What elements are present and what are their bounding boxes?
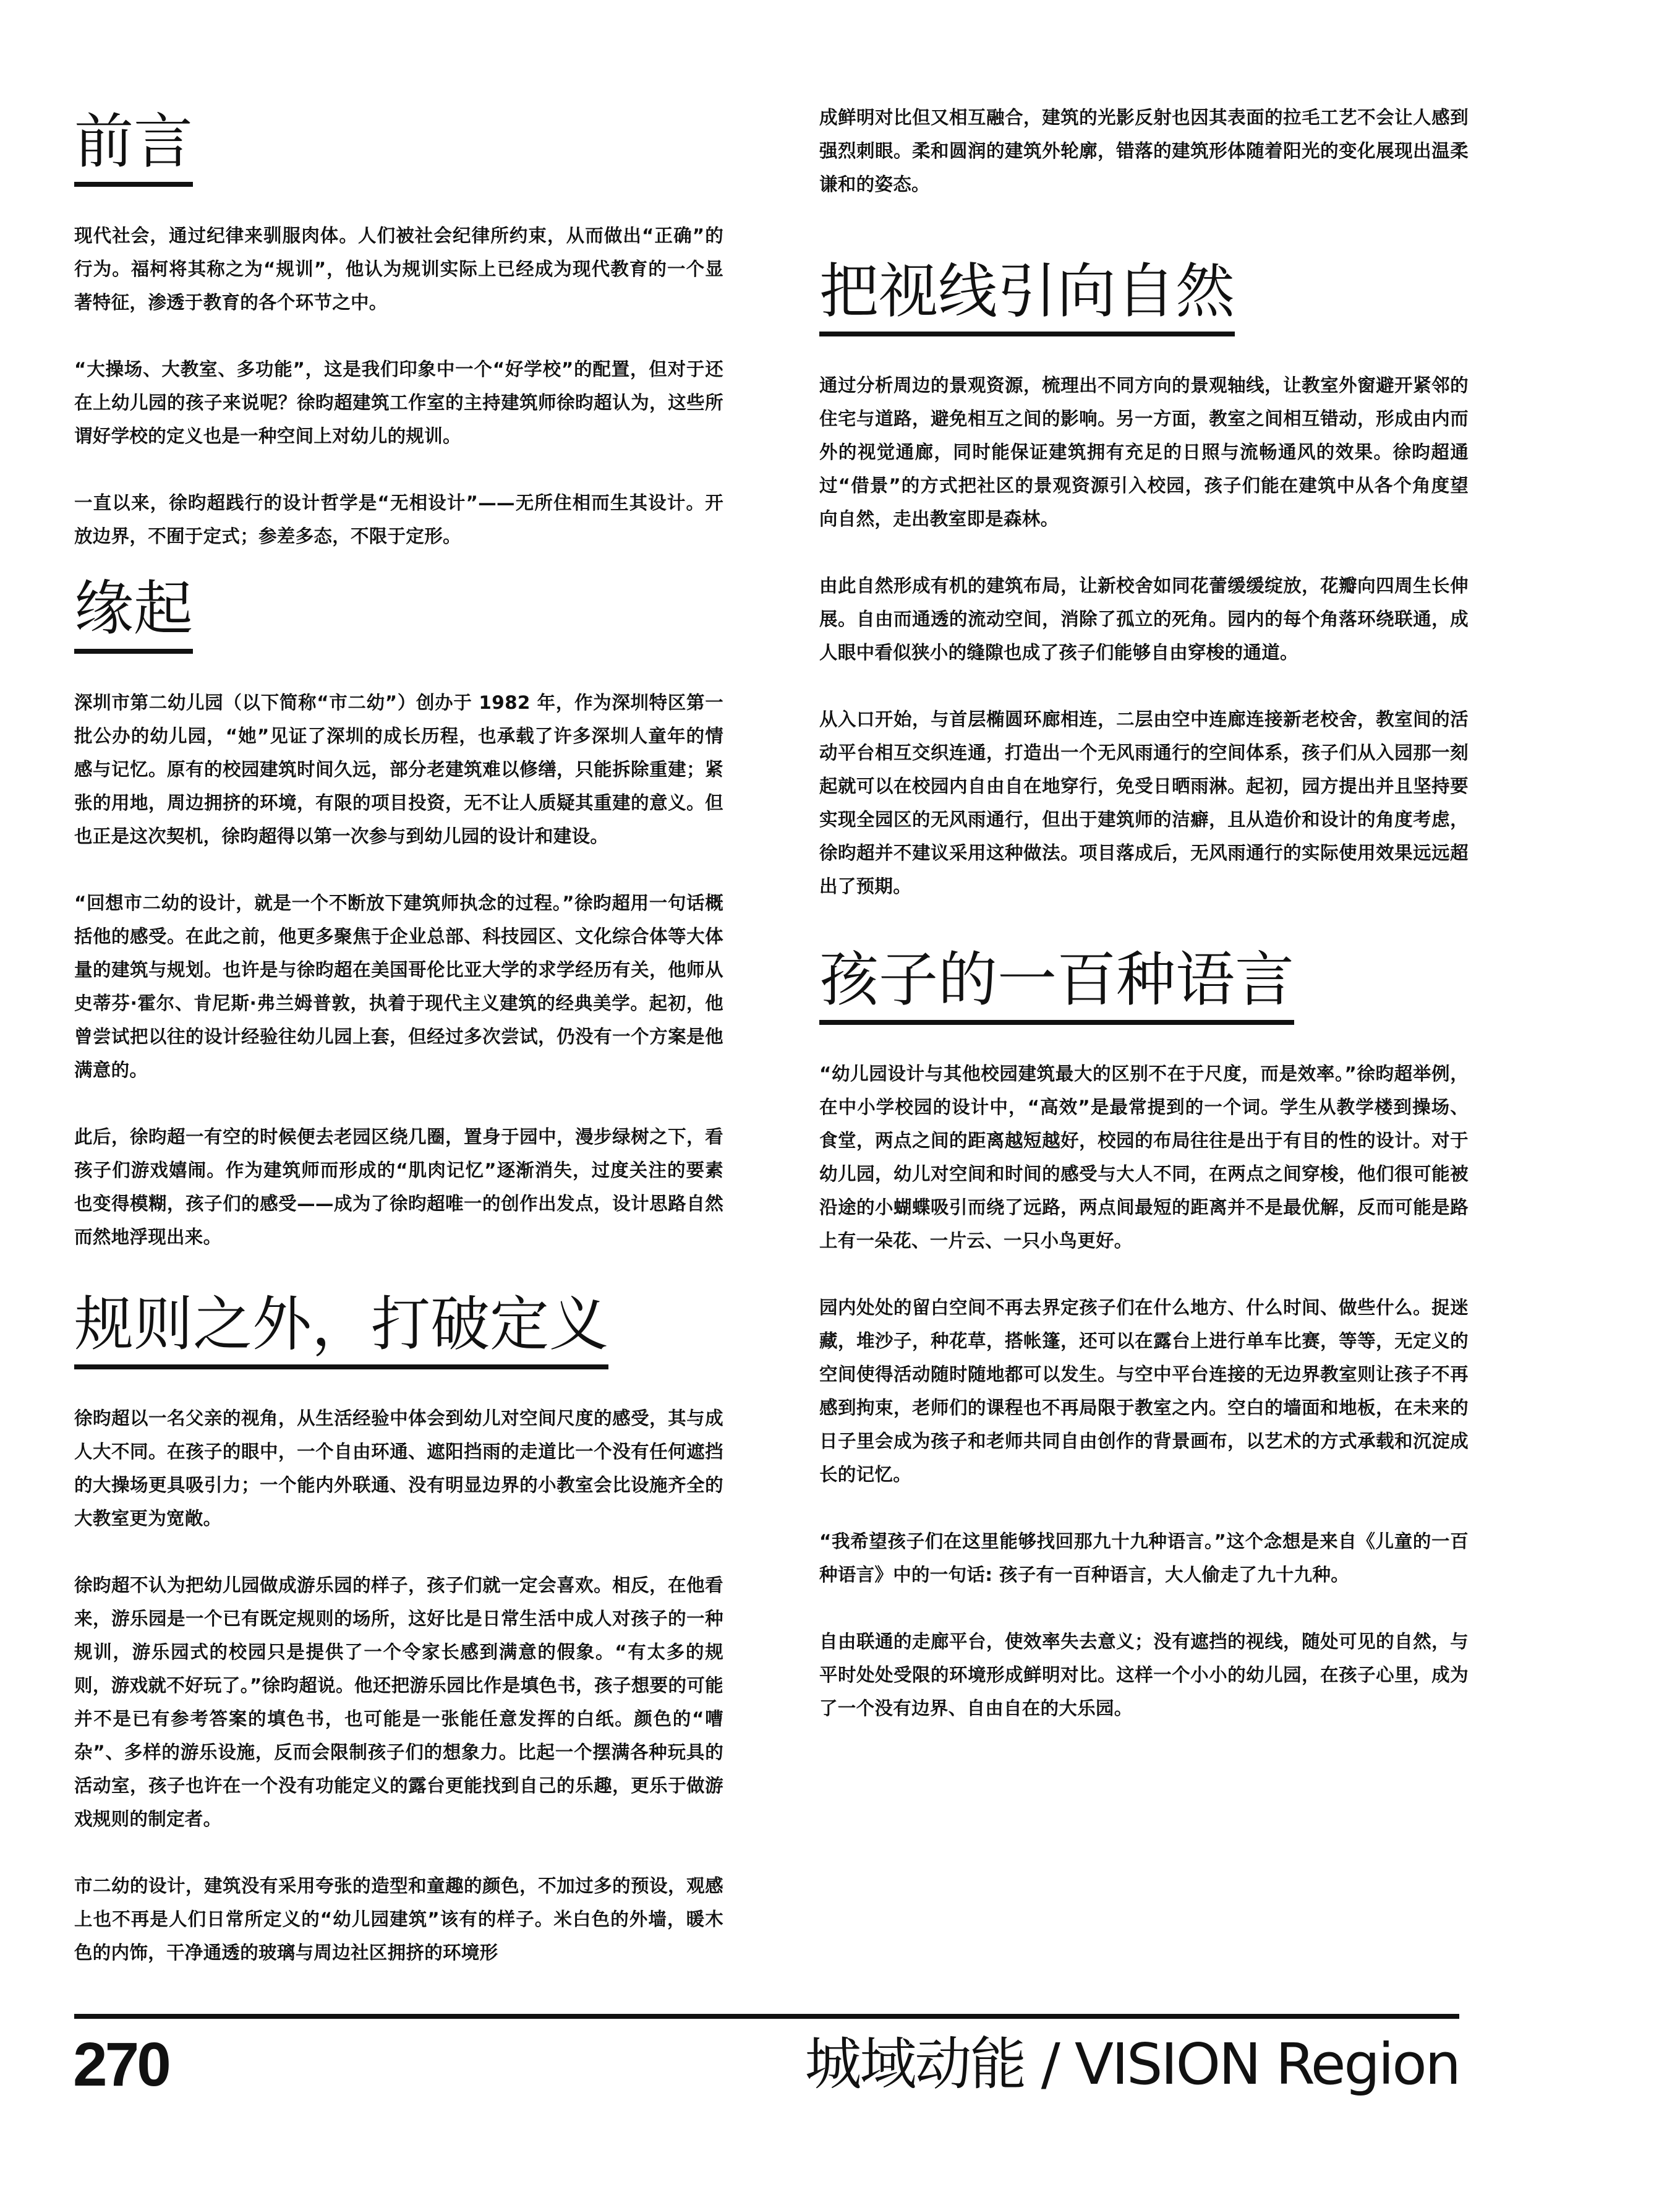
section-origin (74, 572, 723, 1254)
paragraph: “幼儿园设计与其他校园建筑最大的区别不在于尺度，而是效率。”徐昀超举例，在中小学校园的设计中，“高效”是最常提到的一个词。学生从教学楼到操场、食堂，两点之间的距离越短越好，校园的布局往往是出于有目的性的设计。对于幼儿园，幼儿对空间和时间的感受与大人不同，在两点之间穿梭，他们很可能被沿途的小蝴蝶吸引而绕了远路，两点间最短的距离并不是最优解，反而可能是路上有一朵花、一片云、一只小鸟更好。 (819, 1063, 1469, 1251)
section-heading: 把视线引向自然 (819, 255, 1235, 336)
section-beyond-rules (74, 1288, 723, 1969)
section-view-to-nature (819, 255, 1469, 903)
paragraph: “回想市二幼的设计，就是一个不断放下建筑师执念的过程。”徐昀超用一句话概括他的感受。在此之前，他更多聚焦于企业总部、科技园区、文化综合体等大体量的建筑与规划。也许是与徐昀超在美国哥伦比亚大学的求学经历有关，他师从史蒂芬·霍尔、肯尼斯·弗兰姆普敦，执着于现代主义建筑的经典美学。起初，他曾尝试把以往的设计经验往幼儿园上套，但经过多次尝试，仍没有一个方案是他满意的。 (74, 893, 723, 1081)
paragraph: “我希望孩子们在这里能够找回那九十九种语言。”这个念想是来自《儿童的一百种语言》中的一句话: 孩子有一百种语言，大人偷走了九十九种。 (819, 1531, 1469, 1585)
paragraph: 通过分析周边的景观资源，梳理出不同方向的景观轴线，让教室外窗避开紧邻的住宅与道路，避免相互之间的影响。另一方面，教室之间相互错动，形成由内而外的视觉通廊，同时能保证建筑拥有充足的日照与流畅通风的效果。徐昀超通过“借景”的方式把社区的景观资源引入校园，孩子们能在建筑中从各个角度望向自然，走出教室即是森林。 (819, 375, 1469, 529)
running-title: 城域动能 / VISION Region (804, 2031, 1459, 2097)
section-heading: 前言 (74, 105, 193, 187)
page-number: 270 (73, 2030, 169, 2099)
section-heading: 缘起 (74, 572, 193, 654)
section-heading: 孩子的一百种语言 (819, 943, 1294, 1025)
continuation-block (819, 101, 1469, 201)
paragraph: 徐昀超以一名父亲的视角，从生活经验中体会到幼儿对空间尺度的感受，其与成人大不同。在孩子的眼中，一个自由环通、遮阳挡雨的走道比一个没有任何遮挡的大操场更具吸引力；一个能内外联通、没有明显边界的小教室会比设施齐全的大教室更为宽敞。 (74, 1408, 723, 1529)
paragraph: 成鲜明对比但又相互融合，建筑的光影反射也因其表面的拉毛工艺不会让人感到强烈刺眼。柔和圆润的建筑外轮廓，错落的建筑形体随着阳光的变化展现出温柔谦和的姿态。 (819, 107, 1469, 195)
section-hundred-languages (819, 943, 1469, 1725)
paragraph: “大操场、大教室、多功能”，这是我们印象中一个“好学校”的配置，但对于还在上幼儿园的孩子来说呢？徐昀超建筑工作室的主持建筑师徐昀超认为，这些所谓好学校的定义也是一种空间上对幼儿的规训。 (74, 359, 723, 447)
paragraph: 从入口开始，与首层椭圆环廊相连，二层由空中连廊连接新老校舍，教室间的活动平台相互交织连通，打造出一个无风雨通行的空间体系，孩子们从入园那一刻起就可以在校园内自由自在地穿行，免受日晒雨淋。起初，园方提出并且坚持要实现全园区的无风雨通行，但出于建筑师的洁癖，且从造价和设计的角度考虑，徐昀超并不建议采用这种做法。项目落成后，无风雨通行的实际使用效果远远超出了预期。 (819, 709, 1469, 897)
paragraph: 由此自然形成有机的建筑布局，让新校舍如同花蕾缓缓绽放，花瓣向四周生长伸展。自由而通透的流动空间，消除了孤立的死角。园内的每个角落环绕联通，成人眼中看似狭小的缝隙也成了孩子们能够自由穿梭的通道。 (819, 575, 1469, 663)
paragraph: 深圳市第二幼儿园（以下简称“市二幼”）创办于 1982 年，作为深圳特区第一批公办的幼儿园，“她”见证了深圳的成长历程，也承载了许多深圳人童年的情感与记忆。原有的校园建筑时间久远，部分老建筑难以修缮，只能拆除重建；紧张的用地，周边拥挤的环境，有限的项目投资，无不让人质疑其重建的意义。但也正是这次契机，徐昀超得以第一次参与到幼儿园的设计和建设。 (74, 692, 723, 847)
paragraph: 自由联通的走廊平台，使效率失去意义；没有遮挡的视线，随处可见的自然，与平时处处受限的环境形成鲜明对比。这样一个小小的幼儿园，在孩子心里，成为了一个没有边界、自由自在的大乐园。 (819, 1631, 1469, 1719)
paragraph: 一直以来，徐昀超践行的设计哲学是“无相设计”——无所住相而生其设计。开放边界，不囿于定式；参差多态，不限于定形。 (74, 492, 723, 547)
footer-divider (74, 2014, 1459, 2019)
paragraph: 市二幼的设计，建筑没有采用夸张的造型和童趣的颜色，不加过多的预设，观感上也不再是人们日常所定义的“幼儿园建筑”该有的样子。米白色的外墙，暖木色的内饰，干净通透的玻璃与周边社区拥挤的环境形 (74, 1875, 723, 1963)
section-preface (74, 105, 723, 553)
paragraph: 徐昀超不认为把幼儿园做成游乐园的样子，孩子们就一定会喜欢。相反，在他看来，游乐园是一个已有既定规则的场所，这好比是日常生活中成人对孩子的一种规训，游乐园式的校园只是提供了一个令家长感到满意的假象。“有太多的规则，游戏就不好玩了。”徐昀超说。他还把游乐园比作是填色书，孩子想要的可能并不是已有参考答案的填色书，也可能是一张能任意发挥的白纸。颜色的“嘈杂”、多样的游乐设施，反而会限制孩子们的想象力。比起一个摆满各种玩具的活动室，孩子也许在一个没有功能定义的露台更能找到自己的乐趣，更乐于做游戏规则的制定者。 (74, 1575, 723, 1830)
section-heading: 规则之外，打破定义 (74, 1288, 608, 1369)
paragraph: 现代社会，通过纪律来驯服肉体。人们被社会纪律所约束，从而做出“正确”的行为。福柯将其称之为“规训”，他认为规训实际上已经成为现代教育的一个显著特征，渗透于教育的各个环节之中。 (74, 225, 723, 313)
paragraph: 园内处处的留白空间不再去界定孩子们在什么地方、什么时间、做些什么。捉迷藏，堆沙子，种花草，搭帐篷，还可以在露台上进行单车比赛，等等，无定义的空间使得活动随时随地都可以发生。与空中平台连接的无边界教室则让孩子不再感到拘束，老师们的课程也不再局限于教室之内。空白的墙面和地板，在未来的日子里会成为孩子和老师共同自由创作的背景画布，以艺术的方式承载和沉淀成长的记忆。 (819, 1297, 1469, 1485)
paragraph: 此后，徐昀超一有空的时候便去老园区绕几圈，置身于园中，漫步绿树之下，看孩子们游戏嬉闹。作为建筑师而形成的“肌肉记忆”逐渐消失，过度关注的要素也变得模糊，孩子们的感受——成为了徐昀超唯一的创作出发点，设计思路自然而然地浮现出来。 (74, 1126, 723, 1248)
